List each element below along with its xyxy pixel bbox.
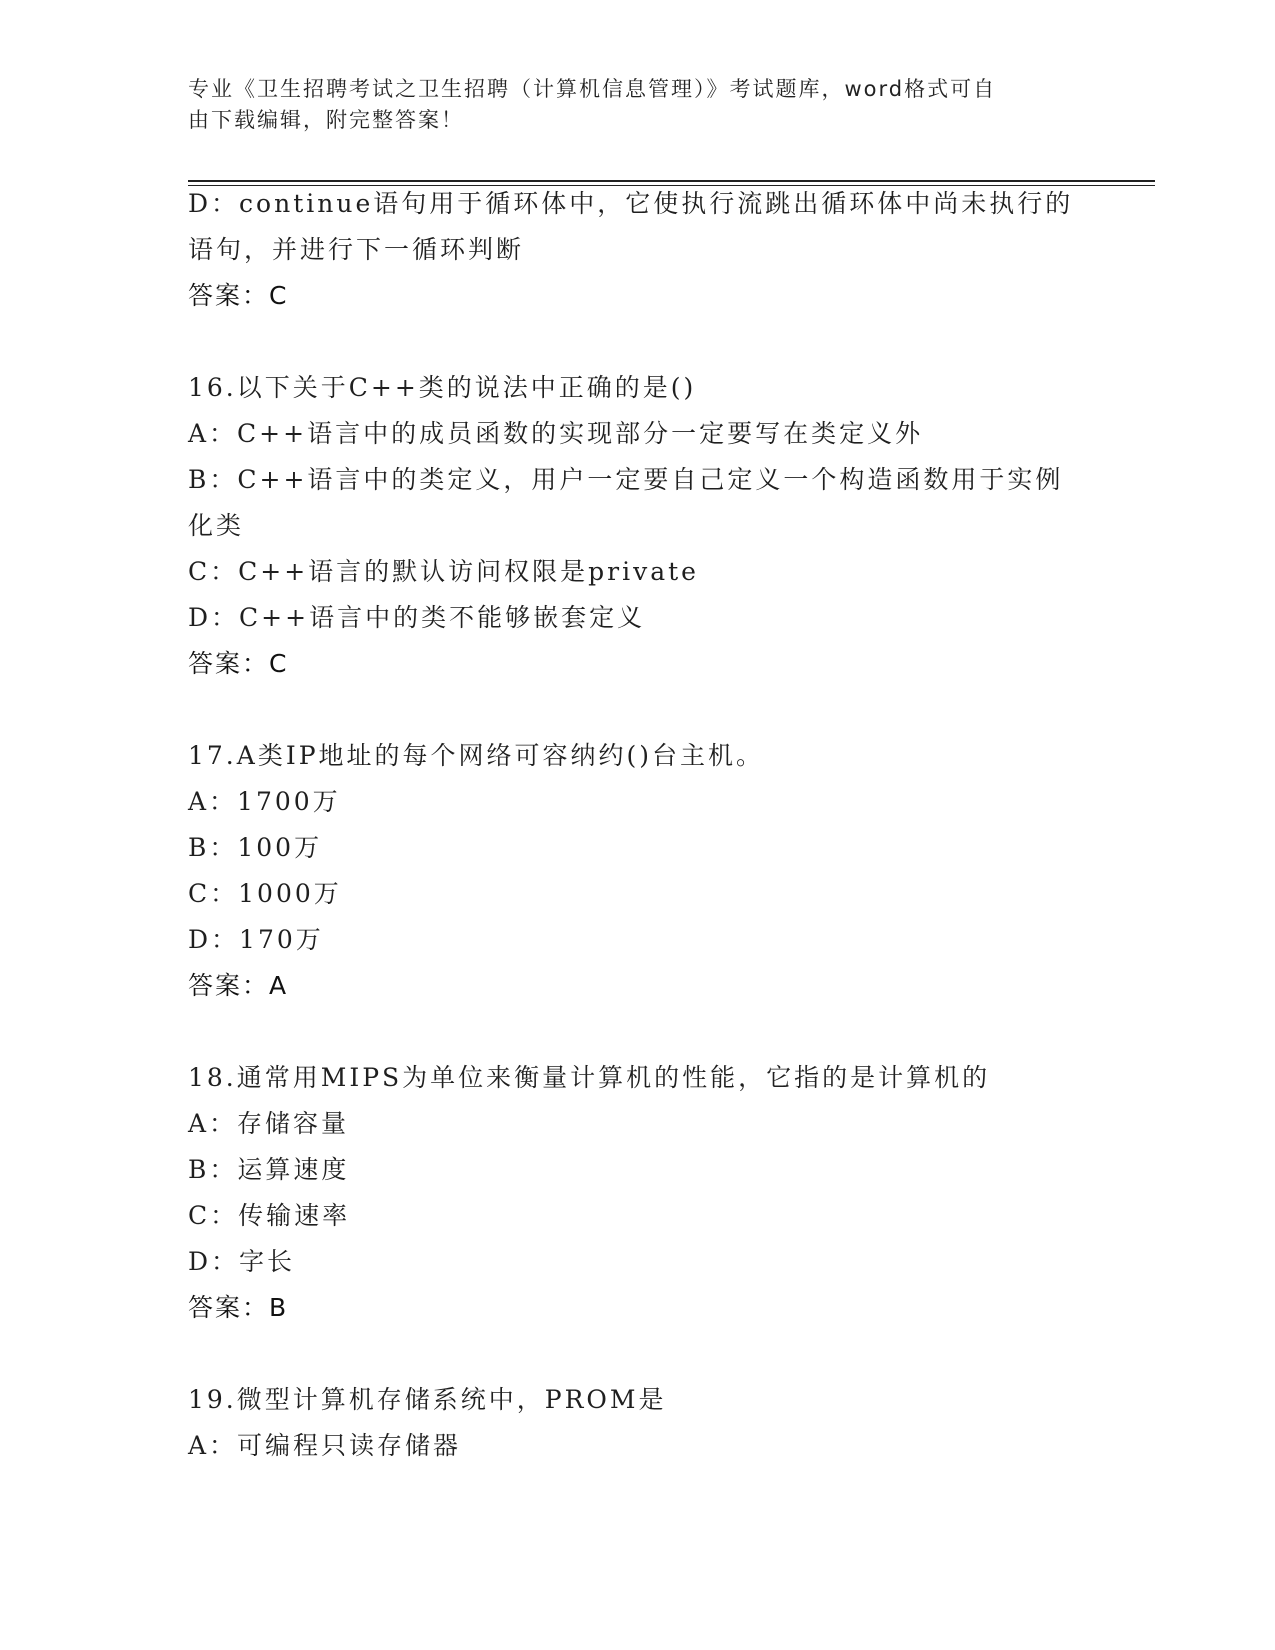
spacer: [188, 319, 1088, 365]
question-18-answer: 答案：B: [188, 1293, 289, 1322]
question-17-option-c: C：1000万: [188, 879, 342, 908]
prev-option-d-line-2: 语句，并进行下一循环判断: [188, 235, 525, 264]
spacer: [188, 1009, 1088, 1055]
question-18-option-d: D：字长: [188, 1247, 296, 1276]
question-18-option-a: A：存储容量: [188, 1109, 350, 1138]
question-17-option-d: D：170万: [188, 925, 324, 954]
question-17-answer: 答案：A: [188, 971, 289, 1000]
question-16-stem: 16.以下关于C++类的说法中正确的是(): [188, 373, 697, 402]
question-19-option-a: A：可编程只读存储器: [188, 1431, 462, 1460]
question-list: [188, 181, 1088, 1469]
document-header: [188, 74, 1068, 136]
question-16-option-c: C：C++语言的默认访问权限是private: [188, 557, 699, 586]
question-16-answer: 答案：C: [188, 649, 289, 678]
question-17-stem: 17.A类IP地址的每个网络可容纳约()台主机。: [188, 741, 765, 770]
spacer: [188, 1331, 1088, 1377]
question-18-stem: 18.通常用MIPS为单位来衡量计算机的性能，它指的是计算机的: [188, 1063, 991, 1092]
header-line-2: 由下载编辑，附完整答案！: [188, 108, 464, 132]
question-16-option-d: D：C++语言中的类不能够嵌套定义: [188, 603, 646, 632]
question-17-option-a: A：1700万: [188, 787, 341, 816]
prev-answer: 答案：C: [188, 281, 289, 310]
question-19-stem: 19.微型计算机存储系统中，PROM是: [188, 1385, 667, 1414]
question-18-option-c: C：传输速率: [188, 1201, 351, 1230]
header-line-1: 专业《卫生招聘考试之卫生招聘（计算机信息管理）》考试题库，word格式可自: [188, 77, 997, 101]
question-16-option-a: A：C++语言中的成员函数的实现部分一定要写在类定义外: [188, 419, 924, 448]
question-18-option-b: B：运算速度: [188, 1155, 350, 1184]
spacer: [188, 687, 1088, 733]
prev-option-d-line-1: D：continue语句用于循环体中，它使执行流跳出循环体中尚未执行的: [188, 189, 1074, 218]
question-16-option-b-line-1: B：C++语言中的类定义，用户一定要自己定义一个构造函数用于实例: [188, 465, 1064, 494]
question-16-option-b-line-2: 化类: [188, 511, 245, 540]
question-17-option-b: B：100万: [188, 833, 323, 862]
